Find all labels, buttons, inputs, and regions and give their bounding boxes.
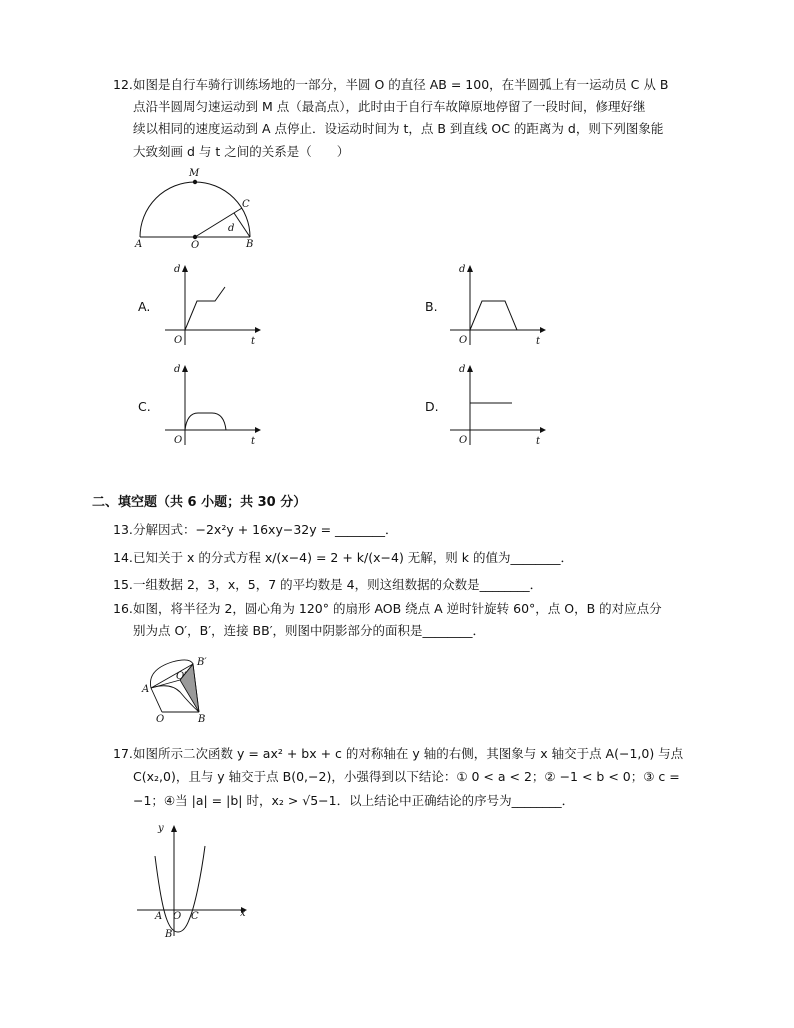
label-a: A	[135, 239, 143, 250]
section-heading: 二、填空题（共 6 小题；共 30 分）	[92, 495, 307, 510]
label-o: O	[173, 911, 182, 922]
axis-label-t: t	[536, 436, 541, 447]
q13-number: 13.	[113, 522, 133, 537]
option-c-label[interactable]: C.	[138, 399, 151, 414]
label-bprime: B′	[197, 657, 207, 668]
label-a: A	[155, 911, 163, 922]
label-o: O	[191, 240, 200, 251]
axis-label-d: d	[459, 264, 466, 275]
q16-number: 16.	[113, 601, 133, 616]
y-axis-arrow	[182, 365, 188, 372]
axis-label-d: d	[174, 264, 181, 275]
segment-oc	[195, 208, 242, 237]
origin-label: O	[459, 435, 468, 446]
q12-number: 12.	[113, 77, 133, 92]
option-d-graph	[445, 360, 555, 450]
graph-line	[185, 287, 225, 330]
option-c-graph	[160, 360, 270, 450]
origin-label: O	[459, 335, 468, 346]
label-b: B	[165, 929, 173, 940]
label-m: M	[189, 168, 200, 179]
q17-text-line2: C(x₂,0)，且与 y 轴交于点 B(0,−2)，小强得到以下结论：① 0 < a < 2；② −1 < b < 0；③ c =	[133, 769, 680, 784]
axis-label-t: t	[536, 336, 541, 347]
label-b: B	[246, 239, 254, 250]
label-oprime: O′	[176, 671, 187, 682]
q12-text-line2: 点沿半圆周匀速运动到 M 点（最高点），此时由于自行车故障原地停留了一段时间，修理好继	[133, 99, 646, 114]
label-a: A	[142, 684, 150, 695]
q16-text-line2: 别为点 O′，B′，连接 BB′，则图中阴影部分的面积是________．	[133, 623, 486, 638]
q17-parabola-figure	[135, 818, 255, 943]
point-m	[193, 180, 197, 184]
y-axis-arrow	[182, 265, 188, 272]
point-o	[193, 235, 197, 239]
q17-number: 17.	[113, 746, 133, 761]
label-y: y	[158, 823, 164, 834]
option-b-label[interactable]: B.	[425, 299, 438, 314]
label-x: x	[240, 908, 246, 919]
q17-text-line3: −1；④当 |a| = |b| 时，x₂ > √5−1．以上结论中正确结论的序号为________．	[133, 793, 575, 808]
x-axis-arrow	[255, 427, 261, 433]
option-a-graph	[160, 260, 270, 350]
perpendicular-d	[234, 213, 250, 237]
origin-label: O	[174, 435, 183, 446]
q16-text-line1: 如图，将半径为 2，圆心角为 120° 的扇形 AOB 绕点 A 逆时针旋转 60°，点 O，B 的对应点分	[133, 601, 662, 616]
q13-text: 分解因式：−2x²y + 16xy−32y = ________．	[133, 522, 398, 537]
label-b: B	[198, 714, 206, 725]
y-axis-arrow	[467, 265, 473, 272]
q16-sector-figure	[142, 652, 222, 730]
option-b-graph	[445, 260, 555, 350]
option-d-label[interactable]: D.	[425, 399, 439, 414]
label-o: O	[156, 714, 165, 725]
q17-text-line1: 如图所示二次函数 y = ax² + bx + c 的对称轴在 y 轴的右侧，其图象与 x 轴交于点 A(−1,0) 与点	[133, 746, 684, 761]
q12-text-line1: 如图是自行车骑行训练场地的一部分，半圆 O 的直径 AB = 100，在半圆弧上有一运动员 C 从 B	[133, 77, 669, 92]
q12-text-line4: 大致刻画 d 与 t 之间的关系是（ ）	[133, 144, 350, 159]
x-axis-arrow	[255, 327, 261, 333]
axis-label-t: t	[251, 336, 256, 347]
y-axis-arrow	[171, 825, 177, 832]
origin-label: O	[174, 335, 183, 346]
x-axis-arrow	[540, 327, 546, 333]
graph-line	[185, 413, 226, 430]
q12-semicircle-figure	[130, 165, 260, 250]
option-a-label[interactable]: A.	[138, 299, 151, 314]
axis-label-d: d	[174, 364, 181, 375]
q15-number: 15.	[113, 577, 133, 592]
x-axis-arrow	[540, 427, 546, 433]
axis-label-t: t	[251, 436, 256, 447]
label-d: d	[228, 223, 235, 234]
y-axis-arrow	[467, 365, 473, 372]
q14-number: 14.	[113, 550, 133, 565]
segment-a-o	[151, 688, 162, 712]
q15-text: 一组数据 2，3，x，5，7 的平均数是 4，则这组数据的众数是________．	[133, 577, 543, 592]
q12-text-line3: 续以相同的速度运动到 A 点停止．设运动时间为 t，点 B 到直线 OC 的距离为 d，则下列图象能	[133, 121, 664, 136]
label-c: C	[191, 911, 199, 922]
q14-text: 已知关于 x 的分式方程 x/(x−4) = 2 + k/(x−4) 无解，则 k 的值为________．	[133, 550, 573, 565]
label-c: C	[242, 199, 250, 210]
axis-label-d: d	[459, 364, 466, 375]
graph-line	[470, 301, 517, 330]
